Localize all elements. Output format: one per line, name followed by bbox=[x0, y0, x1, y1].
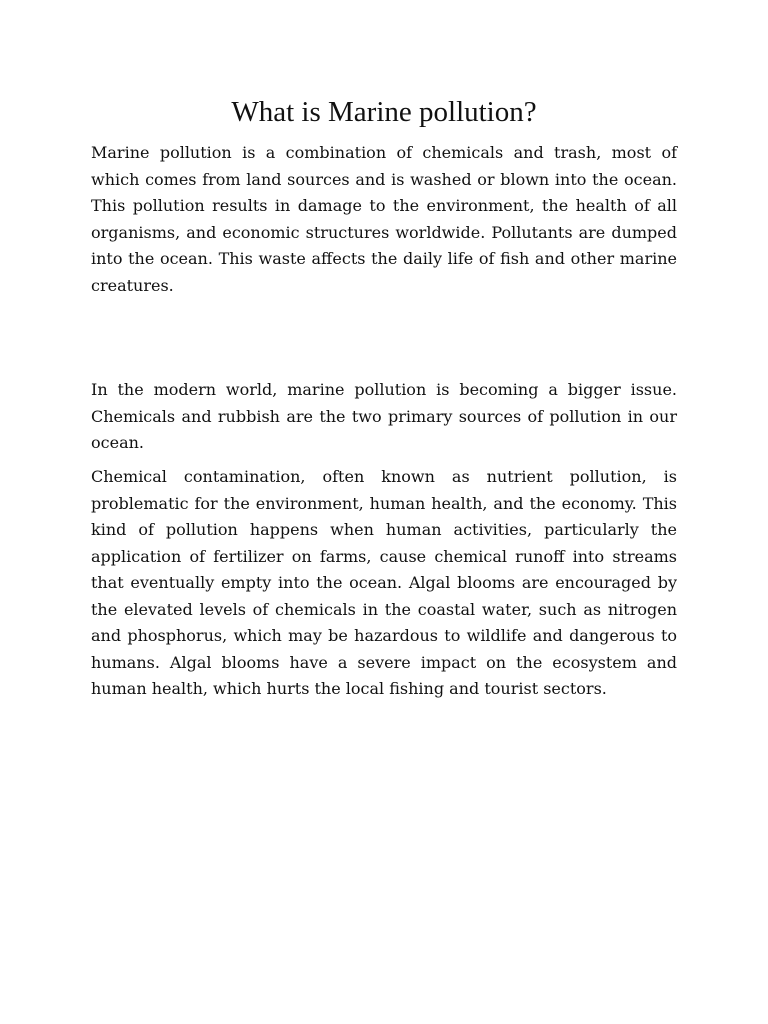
paragraph-intro: Marine pollution is a combination of chemicals and trash, most of which comes from land sources and is washed or blown into the ocean. This pollution results in damage to the environment, the health of all organisms, and economic structures worldwide. Pollutants are dumped into the ocean. This waste affects the daily life of fish and other marine creatures. bbox=[91, 143, 677, 295]
document-title: What is Marine pollution? bbox=[231, 96, 537, 128]
paragraph-modern-world: In the modern world, marine pollution is becoming a bigger issue. Chemicals and rubbish are the two primary sources of pollution in our ocean. bbox=[91, 380, 677, 452]
paragraph-chemical-contamination: Chemical contamination, often known as nutrient pollution, is problematic for the environment, human health, and the economy. This kind of pollution happens when human activities, particularly the application of fertilizer on farms, cause chemical runoff into streams that eventually empty into the ocean. Algal blooms are encouraged by the elevated levels of chemicals in the coastal water, such as nitrogen and phosphorus, which may be hazardous to wildlife and dangerous to humans. Algal blooms have a severe impact on the ecosystem and human health, which hurts the local fishing and tourist sectors. bbox=[91, 467, 677, 698]
